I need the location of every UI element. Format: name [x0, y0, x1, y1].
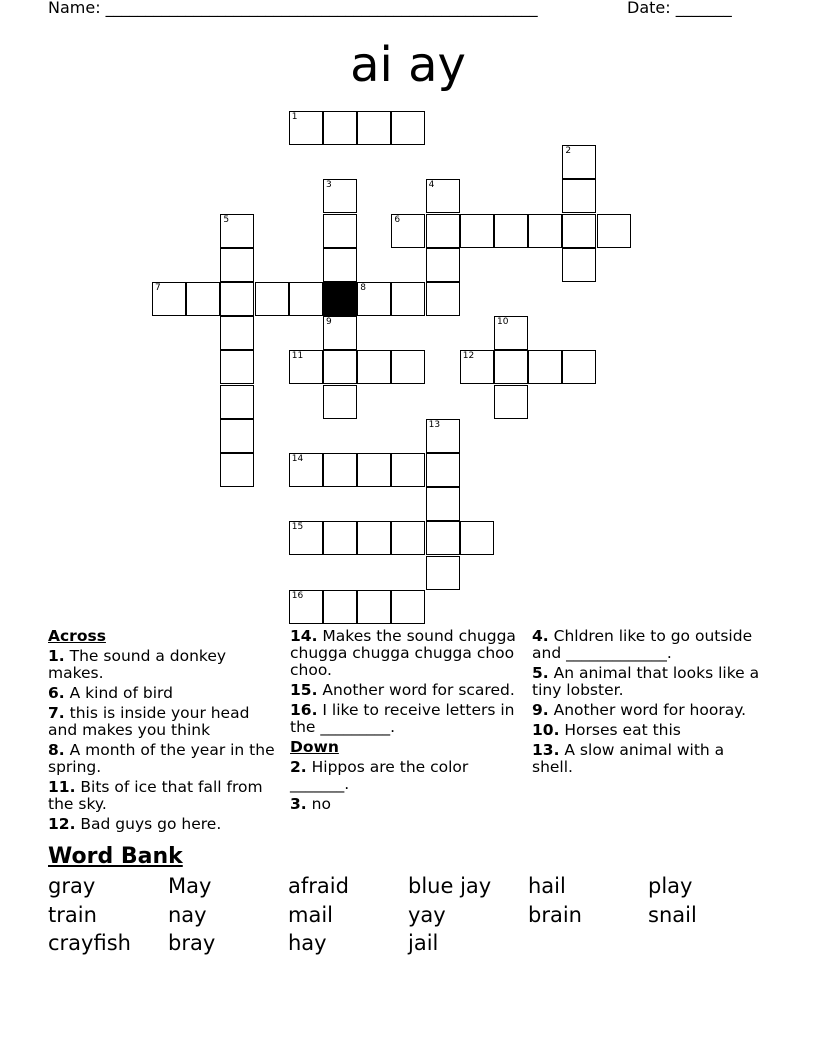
clue-number-label: 11 — [291, 351, 304, 362]
crossword-cell — [357, 282, 391, 316]
crossword-cell — [323, 350, 357, 384]
word-bank-item: hail — [528, 874, 566, 898]
word-bank-item: brain — [528, 902, 582, 927]
clue-number: 13. — [532, 741, 560, 759]
clue-across-6 — [48, 685, 278, 702]
clue-across-7 — [48, 705, 278, 739]
clue-number: 9. — [532, 701, 549, 719]
word-bank-item: gray — [48, 874, 96, 898]
page-title: ai ay — [350, 37, 466, 93]
crossword-cell — [391, 214, 425, 248]
clue-text: Makes the sound chugga chugga chugga chugga choo choo. — [290, 627, 516, 679]
clue-down-9 — [532, 702, 768, 719]
crossword-cell — [528, 350, 562, 384]
clue-text: Bits of ice that fall from the sky. — [48, 778, 263, 813]
crossword-cell — [426, 248, 460, 282]
crossword-cell — [220, 214, 254, 248]
word-bank-item: mail — [288, 902, 333, 927]
clue-number-label: 2 — [565, 146, 572, 157]
word-bank — [48, 872, 768, 958]
crossword-cell — [289, 111, 323, 145]
clue-text: A month of the year in the spring. — [48, 741, 275, 776]
crossword-cell — [391, 590, 425, 624]
crossword-cell — [289, 453, 323, 487]
clue-number: 2. — [290, 758, 307, 776]
clue-number-label: 12 — [462, 351, 475, 362]
clue-number-label: 14 — [291, 454, 304, 464]
name-field-label: Name: ______________________________________________________ — [48, 0, 538, 17]
crossword-cell — [323, 385, 357, 419]
crossword-cell — [391, 453, 425, 487]
crossword-cell — [562, 145, 596, 179]
crossword-cell — [391, 282, 425, 316]
crossword-cell — [597, 214, 631, 248]
crossword-cell — [323, 316, 357, 350]
crossword-cell — [494, 385, 528, 419]
word-bank-item: snail — [648, 902, 697, 927]
clue-text: A slow animal with a shell. — [532, 741, 725, 776]
clue-number-label: 15 — [291, 522, 304, 533]
crossword-cell — [426, 453, 460, 487]
clue-number: 15. — [290, 681, 318, 699]
crossword-cell — [289, 282, 323, 316]
clue-number-label: 9 — [326, 317, 332, 328]
crossword-cell — [494, 214, 528, 248]
clue-number-label: 7 — [155, 283, 161, 293]
word-bank-item: train — [48, 902, 97, 927]
clue-text: A kind of bird — [69, 684, 173, 702]
clue-across-15 — [290, 682, 522, 699]
across-heading: Across — [48, 627, 106, 645]
clue-across-14 — [290, 628, 522, 679]
clue-column-3 — [532, 628, 768, 779]
clue-across-12 — [48, 816, 278, 833]
crossword-cell — [220, 385, 254, 419]
clue-text: The sound a donkey makes. — [48, 647, 227, 682]
crossword-cell — [323, 453, 357, 487]
clue-across-1 — [48, 648, 278, 682]
clue-across-16 — [290, 702, 522, 736]
clue-text: Hippos are the color _______. — [290, 758, 469, 793]
clue-across-8 — [48, 742, 278, 776]
clue-column-1 — [48, 628, 278, 836]
clue-number: 10. — [532, 721, 560, 739]
crossword-cell — [391, 111, 425, 145]
crossword-cell — [562, 350, 596, 384]
crossword-cell — [357, 350, 391, 384]
crossword-black-square — [323, 282, 357, 316]
crossword-cell — [460, 214, 494, 248]
clue-number: 4. — [532, 627, 549, 645]
clue-down-5 — [532, 665, 768, 699]
crossword-cell — [220, 350, 254, 384]
clue-across-11 — [48, 779, 278, 813]
clue-text: Horses eat this — [564, 721, 681, 739]
clue-text: Another word for hooray. — [553, 701, 747, 719]
word-bank-item: play — [648, 874, 693, 898]
word-bank-item: jail — [408, 931, 439, 955]
crossword-cell — [323, 248, 357, 282]
crossword-cell — [289, 590, 323, 624]
word-bank-item: May — [168, 874, 212, 898]
crossword-cell — [220, 453, 254, 487]
crossword-cell — [357, 111, 391, 145]
crossword-cell — [323, 521, 357, 555]
word-bank-item: hay — [288, 931, 327, 955]
clue-number-label: 5 — [223, 214, 230, 225]
crossword-cell — [220, 419, 254, 453]
crossword-cell — [426, 282, 460, 316]
crossword-cell — [220, 316, 254, 350]
word-bank-item: bray — [168, 931, 216, 955]
crossword-cell — [391, 521, 425, 555]
crossword-cell — [562, 179, 596, 213]
crossword-cell — [426, 419, 460, 453]
word-bank-item: crayfish — [48, 931, 131, 955]
clue-number: 16. — [290, 701, 318, 719]
clue-number-label: 16 — [291, 590, 304, 601]
clue-number-label: 4 — [428, 180, 435, 191]
clue-text: An animal that looks like a tiny lobster. — [532, 664, 760, 699]
crossword-cell — [289, 521, 323, 555]
clue-text: I like to receive letters in the _________. — [290, 701, 515, 736]
clue-number: 14. — [290, 627, 318, 645]
clue-number: 7. — [48, 704, 65, 722]
crossword-cell — [289, 350, 323, 384]
clue-number: 8. — [48, 741, 65, 759]
crossword-cell — [426, 556, 460, 590]
crossword-cell — [460, 350, 494, 384]
clue-number-label: 13 — [428, 419, 441, 430]
crossword-cell — [426, 521, 460, 555]
crossword-cell — [220, 248, 254, 282]
word-bank-item: yay — [408, 902, 446, 927]
clue-number: 12. — [48, 815, 76, 833]
word-bank-item: nay — [168, 902, 207, 927]
crossword-cell — [426, 179, 460, 213]
crossword-cell — [426, 214, 460, 248]
clue-number-label: 3 — [326, 180, 332, 191]
crossword-cell — [460, 521, 494, 555]
crossword-cell — [323, 214, 357, 248]
clue-number: 5. — [532, 664, 549, 682]
clue-number-label: 8 — [360, 283, 366, 293]
crossword-cell — [323, 590, 357, 624]
clue-down-10 — [532, 722, 768, 739]
clue-number-label: 6 — [394, 214, 401, 225]
clue-text: Another word for scared. — [322, 681, 515, 699]
clue-number-label: 1 — [291, 112, 298, 122]
clue-number: 11. — [48, 778, 76, 796]
clue-number-label: 10 — [497, 317, 509, 328]
crossword-cell — [357, 590, 391, 624]
clue-text: this is inside your head and makes you think — [48, 704, 250, 739]
crossword-cell — [357, 453, 391, 487]
crossword-cell — [220, 282, 254, 316]
clue-number: 3. — [290, 795, 307, 813]
down-heading: Down — [290, 738, 339, 756]
crossword-cell — [323, 111, 357, 145]
date-field-label: Date: _______ — [627, 0, 732, 17]
crossword-cell — [357, 521, 391, 555]
crossword-cell — [494, 316, 528, 350]
crossword-cell — [323, 179, 357, 213]
clue-number: 6. — [48, 684, 65, 702]
clue-text: Bad guys go here. — [80, 815, 222, 833]
word-bank-title: Word Bank — [48, 844, 183, 869]
crossword-cell — [562, 214, 596, 248]
crossword-cell — [426, 487, 460, 521]
clue-down-13 — [532, 742, 768, 776]
crossword-cell — [152, 282, 186, 316]
clue-column-2 — [290, 628, 522, 816]
crossword-cell — [494, 350, 528, 384]
word-bank-item: blue jay — [408, 874, 492, 898]
crossword-cell — [391, 350, 425, 384]
clue-down-2 — [290, 759, 522, 793]
clue-down-4 — [532, 628, 768, 662]
crossword-cell — [255, 282, 289, 316]
word-bank-item: afraid — [288, 874, 349, 898]
crossword-cell — [186, 282, 220, 316]
clue-number: 1. — [48, 647, 65, 665]
clue-text: no — [311, 795, 331, 813]
clue-text: Chldren like to go outside and _____________. — [532, 627, 753, 662]
crossword-cell — [528, 214, 562, 248]
crossword-cell — [562, 248, 596, 282]
clue-down-3 — [290, 796, 522, 813]
